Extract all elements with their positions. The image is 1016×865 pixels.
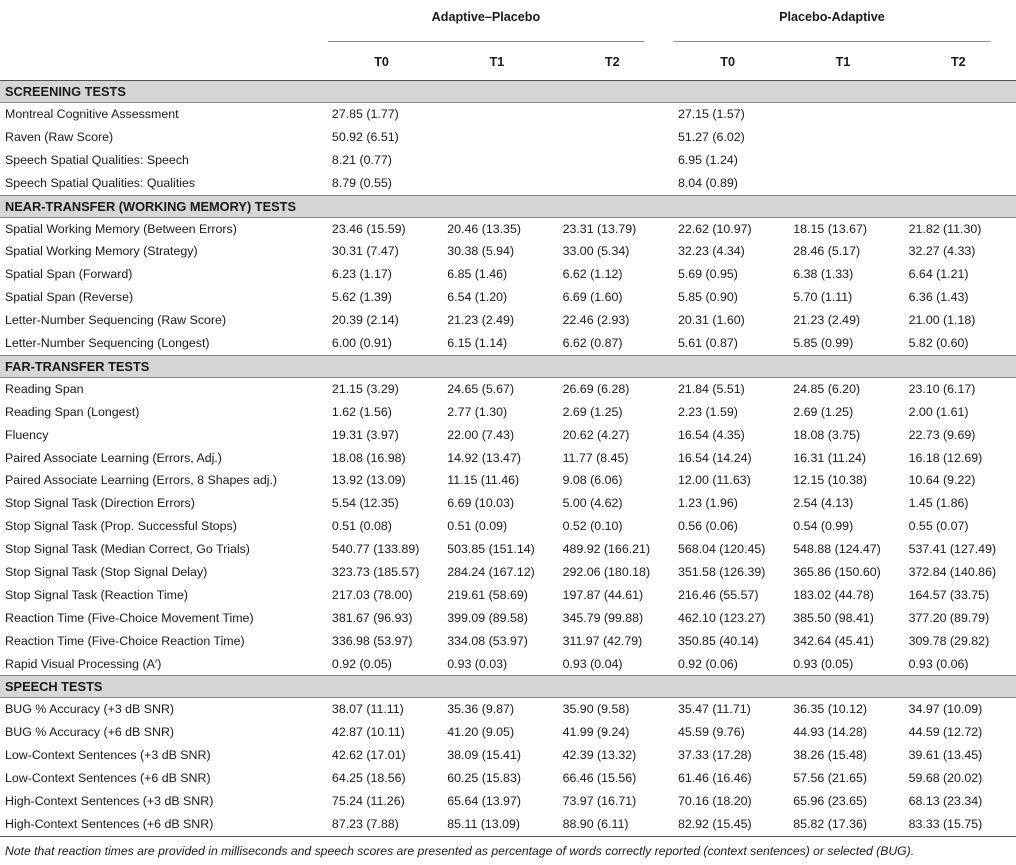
value-cell: 22.00 (7.43) (447, 427, 515, 442)
row-label: Montreal Cognitive Assessment (5, 106, 179, 121)
table-row (0, 424, 1016, 447)
value-cell: 23.46 (15.59) (331, 221, 406, 236)
value-cell: 5.70 (1.11) (793, 290, 853, 305)
value-cell: 336.98 (53.97) (331, 633, 413, 648)
value-cell: 6.62 (0.87) (562, 335, 623, 350)
table-row (0, 515, 1016, 538)
value-cell: 6.36 (1.43) (908, 290, 969, 305)
value-cell: 27.15 (1.57) (677, 106, 745, 121)
row-label: High-Context Sentences (+3 dB SNR) (5, 793, 214, 808)
value-cell: 1.62 (1.56) (331, 404, 392, 419)
value-cell: 2.00 (1.61) (908, 404, 969, 419)
value-cell: 33.00 (5.34) (562, 244, 630, 259)
value-cell: 6.15 (1.14) (447, 335, 508, 350)
value-cell: 8.79 (0.55) (331, 175, 392, 190)
value-cell: 5.85 (0.99) (793, 335, 854, 350)
value-cell (439, 103, 554, 126)
value-cell (785, 103, 900, 126)
value-cell: 16.54 (4.35) (677, 427, 745, 442)
section-header-row (0, 676, 1016, 698)
value-cell: 21.84 (5.51) (677, 381, 745, 396)
value-cell: 14.92 (13.47) (447, 450, 521, 465)
value-cell: 164.57 (33.75) (908, 587, 990, 602)
row-label: BUG % Accuracy (+6 dB SNR) (5, 725, 175, 740)
value-cell: 42.87 (10.11) (331, 725, 405, 740)
value-cell: 13.92 (13.09) (331, 473, 406, 488)
value-cell: 365.86 (150.60) (793, 564, 881, 579)
value-cell: 9.08 (6.06) (562, 473, 623, 488)
value-cell: 83.33 (15.75) (901, 813, 1016, 836)
value-cell: 5.61 (0.87) (677, 335, 738, 350)
value-cell: 64.25 (18.56) (331, 771, 406, 786)
value-cell: 0.93 (0.04) (562, 656, 623, 671)
row-label: Letter-Number Sequencing (Raw Score) (5, 313, 227, 328)
value-cell: 24.65 (5.67) (447, 381, 515, 396)
value-cell: 2.54 (4.13) (793, 496, 854, 511)
value-cell: 350.85 (40.14) (677, 633, 759, 648)
value-cell: 8.04 (0.89) (677, 175, 738, 190)
value-cell: 0.51 (0.08) (331, 519, 392, 534)
value-cell: 6.69 (10.03) (447, 496, 515, 511)
table-row (0, 309, 1016, 332)
value-cell (901, 172, 1016, 195)
value-cell: 12.00 (11.63) (677, 473, 751, 488)
value-cell (555, 126, 670, 149)
value-cell: 6.85 (1.46) (447, 267, 508, 282)
value-cell: 23.31 (13.79) (562, 221, 637, 236)
value-cell: 16.31 (11.24) (793, 450, 867, 465)
row-label: Reaction Time (Five-Choice Movement Time) (5, 610, 254, 625)
value-cell: 20.62 (4.27) (562, 427, 630, 442)
value-cell: 342.64 (45.41) (793, 633, 874, 648)
row-label: Raven (Raw Score) (5, 129, 114, 144)
value-cell: 0.52 (0.10) (562, 519, 623, 534)
value-cell: 45.59 (9.76) (677, 725, 745, 740)
value-cell: 540.77 (133.89) (331, 542, 420, 557)
value-cell: 5.00 (4.62) (562, 496, 623, 511)
value-cell: 0.51 (0.09) (447, 519, 508, 534)
value-cell: 20.39 (2.14) (331, 313, 399, 328)
table-row (0, 767, 1016, 790)
value-cell: 22.73 (9.69) (908, 427, 976, 442)
timepoint-header: T0 (324, 44, 439, 81)
row-label: Paired Associate Learning (Errors, 8 Shapes adj.) (5, 473, 278, 488)
value-cell: 18.08 (16.98) (331, 450, 406, 465)
row-label: Stop Signal Task (Prop. Successful Stops) (5, 519, 237, 534)
value-cell: 0.55 (0.07) (908, 519, 969, 534)
value-cell: 57.56 (21.65) (793, 771, 867, 786)
value-cell: 28.46 (5.17) (793, 244, 861, 259)
value-cell: 5.85 (0.90) (677, 290, 738, 305)
value-cell: 6.62 (1.12) (562, 267, 623, 282)
row-label: Spatial Working Memory (Between Errors) (5, 221, 237, 236)
value-cell: 6.00 (0.91) (331, 335, 392, 350)
table-note: Note that reaction times are provided in milliseconds and speech scores are presented as percentage of words correctly reported (context sentences) or selected (BUG). (5, 844, 915, 858)
value-cell: 568.04 (120.45) (677, 542, 766, 557)
value-cell: 21.23 (2.49) (793, 313, 861, 328)
value-cell: 12.15 (10.38) (793, 473, 867, 488)
value-cell: 548.88 (124.47) (793, 542, 881, 557)
value-cell: 70.16 (18.20) (677, 793, 752, 808)
row-label: Stop Signal Task (Direction Errors) (5, 496, 195, 511)
row-label: Fluency (5, 427, 49, 442)
value-cell: 21.15 (3.29) (331, 381, 399, 396)
value-cell: 0.92 (0.05) (331, 656, 392, 671)
value-cell: 5.82 (0.60) (908, 335, 969, 350)
value-cell (785, 172, 900, 195)
value-cell: 44.93 (14.28) (793, 725, 867, 740)
value-cell: 87.23 (7.88) (324, 813, 439, 836)
group-header-row (0, 0, 1016, 44)
timepoint-header: T2 (555, 44, 670, 81)
table-row (0, 377, 1016, 400)
value-cell: 35.90 (9.58) (562, 702, 630, 717)
value-cell: 5.69 (0.95) (677, 267, 738, 282)
table-row (0, 538, 1016, 561)
value-cell: 20.46 (13.35) (447, 221, 521, 236)
table-row (0, 698, 1016, 721)
value-cell: 6.64 (1.21) (908, 267, 969, 282)
timepoint-header: T0 (670, 44, 785, 81)
value-cell (785, 149, 900, 172)
value-cell: 41.99 (9.24) (562, 725, 630, 740)
value-cell: 0.93 (0.03) (447, 656, 508, 671)
value-cell: 30.38 (5.94) (447, 244, 515, 259)
value-cell: 32.23 (4.34) (677, 244, 745, 259)
group-label: Adaptive–Placebo (328, 10, 644, 42)
value-cell: 18.15 (13.67) (793, 221, 867, 236)
value-cell: 35.47 (11.71) (677, 702, 751, 717)
table-row (0, 126, 1016, 149)
table-row (0, 469, 1016, 492)
value-cell: 309.78 (29.82) (908, 633, 990, 648)
row-label: Paired Associate Learning (Errors, Adj.) (5, 450, 222, 465)
table-row (0, 172, 1016, 195)
table-row (0, 492, 1016, 515)
timepoint-header: T1 (785, 44, 900, 81)
value-cell: 34.97 (10.09) (908, 702, 983, 717)
value-cell: 377.20 (89.79) (908, 610, 990, 625)
value-cell (555, 149, 670, 172)
value-cell (555, 172, 670, 195)
value-cell: 65.96 (23.65) (793, 793, 867, 808)
value-cell: 59.68 (20.02) (908, 771, 983, 786)
value-cell (901, 149, 1016, 172)
value-cell: 462.10 (123.27) (677, 610, 766, 625)
value-cell: 61.46 (16.46) (677, 771, 752, 786)
value-cell: 19.31 (3.97) (331, 427, 399, 442)
section-header-row (0, 355, 1016, 377)
value-cell: 399.09 (89.58) (447, 610, 528, 625)
group-label: Placebo-Adaptive (674, 10, 990, 42)
section-title: NEAR-TRANSFER (WORKING MEMORY) TESTS (0, 195, 1016, 217)
table-row (0, 149, 1016, 172)
value-cell: 16.18 (12.69) (908, 450, 983, 465)
table-row (0, 240, 1016, 263)
row-label: Reading Span (5, 381, 84, 396)
row-label: Speech Spatial Qualities: Qualities (5, 175, 196, 190)
value-cell: 21.00 (1.18) (908, 313, 976, 328)
value-cell: 503.85 (151.14) (447, 542, 535, 557)
row-label: Spatial Span (Reverse) (5, 290, 134, 305)
section-header-row (0, 81, 1016, 103)
row-label: Reading Span (Longest) (5, 404, 140, 419)
value-cell: 50.92 (6.51) (331, 129, 399, 144)
value-cell: 219.61 (58.69) (447, 587, 528, 602)
value-cell: 0.54 (0.99) (793, 519, 854, 534)
table-row (0, 332, 1016, 355)
value-cell: 42.62 (17.01) (331, 748, 406, 763)
value-cell: 197.87 (44.61) (562, 587, 644, 602)
value-cell: 41.20 (9.05) (447, 725, 515, 740)
table-row (0, 813, 1016, 836)
section-title: FAR-TRANSFER TESTS (0, 355, 1016, 377)
value-cell (785, 126, 900, 149)
value-cell: 85.82 (17.36) (785, 813, 900, 836)
value-cell: 85.11 (13.09) (439, 813, 554, 836)
value-cell: 0.56 (0.06) (677, 519, 738, 534)
table-row (0, 584, 1016, 607)
table-row (0, 607, 1016, 630)
value-cell: 6.95 (1.24) (677, 152, 738, 167)
value-cell: 334.08 (53.97) (447, 633, 528, 648)
value-cell: 27.85 (1.77) (331, 106, 399, 121)
table-row (0, 653, 1016, 676)
value-cell: 6.23 (1.17) (331, 267, 392, 282)
table-row (0, 447, 1016, 470)
value-cell: 22.62 (10.97) (677, 221, 752, 236)
table-row (0, 217, 1016, 240)
value-cell: 30.31 (7.47) (331, 244, 399, 259)
row-label: Stop Signal Task (Reaction Time) (5, 587, 188, 602)
value-cell: 0.92 (0.06) (677, 656, 738, 671)
value-cell: 65.64 (13.97) (447, 793, 521, 808)
section-title: SCREENING TESTS (0, 81, 1016, 103)
value-cell: 2.69 (1.25) (793, 404, 854, 419)
row-label: BUG % Accuracy (+3 dB SNR) (5, 702, 175, 717)
table-row (0, 744, 1016, 767)
value-cell: 66.46 (15.56) (562, 771, 637, 786)
value-cell: 36.35 (10.12) (793, 702, 867, 717)
table-row (0, 721, 1016, 744)
value-cell: 0.93 (0.06) (908, 656, 969, 671)
value-cell: 39.61 (13.45) (908, 748, 983, 763)
row-label: Low-Context Sentences (+6 dB SNR) (5, 771, 211, 786)
value-cell: 537.41 (127.49) (908, 542, 997, 557)
value-cell: 75.24 (11.26) (331, 793, 405, 808)
value-cell: 2.77 (1.30) (447, 404, 508, 419)
header-empty-cell (0, 44, 324, 81)
value-cell: 10.64 (9.22) (908, 473, 976, 488)
value-cell: 323.73 (185.57) (331, 564, 420, 579)
value-cell: 2.23 (1.59) (677, 404, 738, 419)
group-header-placebo-adaptive (670, 0, 1016, 44)
value-cell: 22.46 (2.93) (562, 313, 630, 328)
value-cell: 311.97 (42.79) (562, 633, 643, 648)
value-cell: 217.03 (78.00) (331, 587, 413, 602)
value-cell: 11.15 (11.46) (447, 473, 520, 488)
section-title: SPEECH TESTS (0, 676, 1016, 698)
value-cell: 284.24 (167.12) (447, 564, 535, 579)
row-label: Reaction Time (Five-Choice Reaction Time) (5, 633, 245, 648)
value-cell: 16.54 (14.24) (677, 450, 752, 465)
value-cell (901, 126, 1016, 149)
value-cell (901, 103, 1016, 126)
value-cell: 51.27 (6.02) (677, 129, 745, 144)
row-label: Letter-Number Sequencing (Longest) (5, 335, 210, 350)
row-label: Stop Signal Task (Median Correct, Go Trials) (5, 542, 250, 557)
value-cell: 5.54 (12.35) (331, 496, 399, 511)
row-label: Stop Signal Task (Stop Signal Delay) (5, 564, 208, 579)
table-row (0, 561, 1016, 584)
value-cell: 6.54 (1.20) (447, 290, 508, 305)
table-header (0, 0, 1016, 81)
header-empty-cell (0, 0, 324, 44)
value-cell: 38.09 (15.41) (447, 748, 521, 763)
value-cell: 32.27 (4.33) (908, 244, 976, 259)
value-cell: 88.90 (6.11) (555, 813, 670, 836)
row-label: Low-Context Sentences (+3 dB SNR) (5, 748, 211, 763)
row-label: Spatial Span (Forward) (5, 267, 133, 282)
value-cell: 82.92 (15.45) (670, 813, 785, 836)
table-row (0, 263, 1016, 286)
value-cell (439, 172, 554, 195)
row-label: High-Context Sentences (+6 dB SNR) (0, 813, 324, 836)
value-cell: 24.85 (6.20) (793, 381, 861, 396)
value-cell: 38.26 (15.48) (793, 748, 867, 763)
table-row (0, 103, 1016, 126)
value-cell: 20.31 (1.60) (677, 313, 745, 328)
value-cell: 351.58 (126.39) (677, 564, 766, 579)
value-cell: 68.13 (23.34) (908, 793, 983, 808)
timepoint-header-row (0, 44, 1016, 81)
value-cell: 372.84 (140.86) (908, 564, 997, 579)
value-cell: 381.67 (96.93) (331, 610, 413, 625)
timepoint-header: T2 (901, 44, 1016, 81)
value-cell: 216.46 (55.57) (677, 587, 759, 602)
value-cell: 37.33 (17.28) (677, 748, 752, 763)
value-cell: 2.69 (1.25) (562, 404, 623, 419)
value-cell: 292.06 (180.18) (562, 564, 651, 579)
table-row (0, 790, 1016, 813)
table-row (0, 630, 1016, 653)
table-row (0, 401, 1016, 424)
value-cell: 6.69 (1.60) (562, 290, 623, 305)
value-cell: 8.21 (0.77) (331, 152, 392, 167)
row-label: Rapid Visual Processing (A′) (5, 656, 162, 671)
table-body (0, 81, 1016, 837)
value-cell: 6.38 (1.33) (793, 267, 854, 282)
value-cell: 21.82 (11.30) (908, 221, 982, 236)
section-header-row (0, 195, 1016, 217)
value-cell: 60.25 (15.83) (447, 771, 521, 786)
value-cell: 38.07 (11.11) (331, 702, 404, 717)
value-cell: 11.77 (8.45) (562, 450, 629, 465)
value-cell: 0.93 (0.05) (793, 656, 854, 671)
value-cell: 345.79 (99.88) (562, 610, 644, 625)
value-cell: 21.23 (2.49) (447, 313, 515, 328)
value-cell: 1.45 (1.86) (908, 496, 969, 511)
value-cell (439, 126, 554, 149)
row-label: Speech Spatial Qualities: Speech (5, 152, 189, 167)
value-cell: 1.23 (1.96) (677, 496, 738, 511)
table-row (0, 286, 1016, 309)
value-cell: 183.02 (44.78) (793, 587, 874, 602)
value-cell: 73.97 (16.71) (562, 793, 637, 808)
value-cell (439, 149, 554, 172)
value-cell: 44.59 (12.72) (908, 725, 983, 740)
value-cell: 35.36 (9.87) (447, 702, 515, 717)
timepoint-header: T1 (439, 44, 554, 81)
value-cell: 23.10 (6.17) (908, 381, 976, 396)
value-cell: 42.39 (13.32) (562, 748, 637, 763)
value-cell: 489.92 (166.21) (562, 542, 651, 557)
row-label: Spatial Working Memory (Strategy) (5, 244, 198, 259)
value-cell (555, 103, 670, 126)
value-cell: 26.69 (6.28) (562, 381, 630, 396)
value-cell: 385.50 (98.41) (793, 610, 874, 625)
value-cell: 18.08 (3.75) (793, 427, 861, 442)
group-header-adaptive-placebo (324, 0, 670, 44)
value-cell: 5.62 (1.39) (331, 290, 392, 305)
